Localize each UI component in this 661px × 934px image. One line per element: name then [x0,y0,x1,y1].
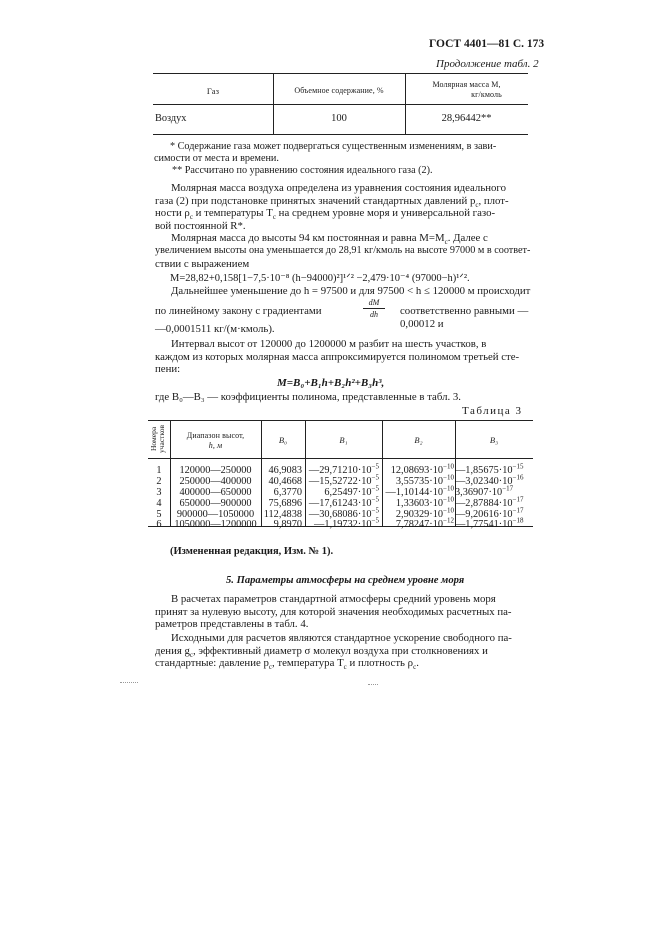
section-5-title: 5. Параметры атмосферы на среднем уровне моря [226,575,465,586]
body-paragraph-2: Дальнейшее уменьшение до h = 97500 и для 97500 < h ≤ 120000 м происходит [171,285,531,297]
table3-col-b1: B₁ [339,435,348,445]
scan-speck [120,682,138,683]
table3-col-b0: B₀ [278,435,288,445]
footnote-2: ** Рассчитано по уравнению состояния идеального газа (2). [172,165,433,176]
table2-row-volume: 100 [331,113,347,124]
gradient-line: по линейному закону с градиентами dM dh соответственно равными — 0,00012 и [155,298,529,330]
formula-polynomial: M=B₀+B₁h+B₂h²+B₃h³, [277,377,385,389]
section-5-paragraph-1: В расчетах параметров стандартной атмосферы средний уровень моря принят за нулевую высоту, для которой значения необходимых расчетных па- раметров представлены в табл. 4. [155,593,512,631]
table3-col-range: Диапазон высот, h, м [186,431,245,450]
section-5-paragraph-2: Исходными для расчетов являются стандартное ускорение свободного па- дения $g_c$, эффективный диаметр σ молекул воздуха при столкновениях и стандартные: давление $p_c$, температура $T_c$ и плотность $\rho_c$. [155,632,512,672]
table3-col-b2: B₂ [414,435,423,445]
table2-row-gas: Воздух [155,113,187,124]
table3-col-b3: B₃ [489,435,499,445]
edition-note: (Измененная редакция, Изм. № 1). [170,546,334,557]
polynomial-note: где B₀—B₃ — коэффициенты полинома, представленные в табл. 3. [155,391,461,403]
footnote-1: * Содержание газа может подвергаться существенным изменениям, в зави- симости от места и времени. [154,141,497,164]
table2-col-molar: Молярная масса М, кг/кмоль [432,80,502,99]
table3-caption: Таблица 3 [462,405,523,417]
body-paragraph-3: Интервал высот от 120000 до 1200000 м разбит на шесть участков, в каждом из которых молярная масса аппроксимируется полиномом третьей сте- пени: [155,338,520,376]
fraction-dm-dh: dM dh [363,298,385,319]
body-paragraph-1: Молярная масса воздуха определена из уравнения состояния идеального газа (2) при подстановке принятых значений стандартных давлений $p_c$, плот- ности $\rho_c$ и температуры $T_c$ на среднем уровне моря и универсальной газо- вой постоянной R*. Молярная масса до высоты 94 км постоянная и равна $M=M_c$. Далее с увеличением высоты она уменьшается до 28,91 кг/кмоль на высоте 97000 м в соответ- ствии с выражением [155,182,531,270]
table-continuation: Продолжение табл. 2 [436,58,539,70]
formula-molar-mass: M=28,82+0,158[1−7,5·10⁻⁸ (h−94000)²]¹ᐟ² −2,479·10⁻⁴ (97000−h)¹ᐟ². [170,273,470,284]
scan-speck [368,684,378,685]
table2-col-gas: Газ [206,86,220,96]
table2-row-molar: 28,96442** [441,113,492,124]
page-header: ГОСТ 4401—81 С. 173 [429,38,545,50]
table3-col-number: Номера участков [149,425,166,454]
gradient-line-2: —0,0001511 кг/(м·кмоль). [155,323,275,335]
table2-col-volume: Объемное содержание, % [294,86,384,95]
